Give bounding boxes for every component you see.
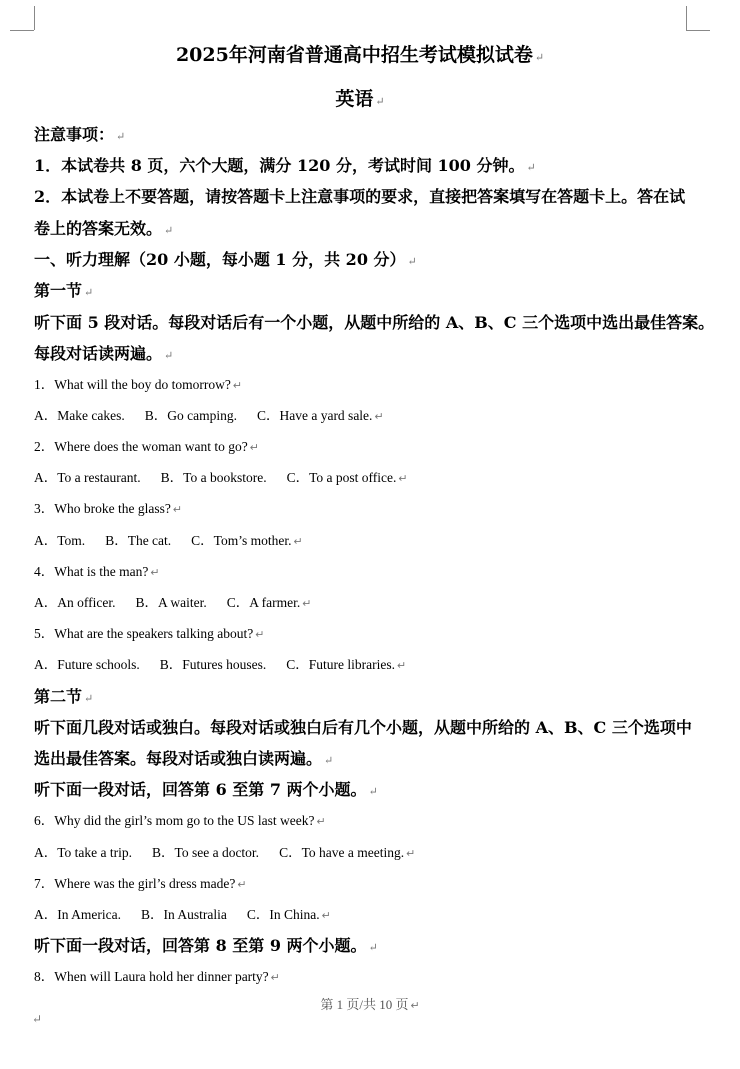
question-stem: 2．Where does the woman want to go? ↵ [34, 439, 259, 454]
question-stem: 3．Who broke the glass? ↵ [34, 501, 183, 516]
group-instruction: 听下面一段对话，回答第 6 至第 7 两个小题。 ↵ [34, 780, 378, 799]
question-options: A．To a restaurant. B．To a bookstore. C．To a post office. ↵ [34, 470, 408, 485]
exam-title: 2025年河南省普通高中招生考试模拟试卷 ↵ [175, 44, 545, 66]
question-options: A．An officer. B．A waiter. C．A farmer. ↵ [34, 595, 312, 610]
question-stem: 4．What is the man? ↵ [34, 564, 160, 579]
crop-mark [10, 30, 34, 31]
page-number: 第 1 页/共 10 页 ↵ [320, 997, 420, 1012]
question-options: A．Tom. B．The cat. C．Tom’s mother. ↵ [34, 533, 303, 548]
notice-item-1: 1．本试卷共 8 页，六个大题，满分 120 分，考试时间 100 分钟。 ↵ [34, 156, 536, 175]
section1-instructions: 听下面 5 段对话。每段对话后有一个小题，从题中所给的 A、B、C 三个选项中选出最佳答案。 [34, 313, 715, 332]
question-stem: 5．What are the speakers talking about? ↵ [34, 626, 265, 641]
question-stem: 1．What will the boy do tomorrow? ↵ [34, 377, 243, 392]
group-instruction: 听下面一段对话，回答第 8 至第 9 两个小题。 ↵ [34, 936, 378, 955]
section1-heading: 第一节 ↵ [34, 281, 94, 300]
paragraph-mark: ↵ [32, 1012, 43, 1026]
question-stem: 7．Where was the girl’s dress made? ↵ [34, 876, 247, 891]
exam-subject: 英语 ↵ [335, 88, 385, 110]
question-stem: 8．When will Laura hold her dinner party? ↵ [34, 969, 280, 984]
notice-item-2-cont: 卷上的答案无效。 ↵ [34, 219, 174, 238]
crop-mark [686, 30, 710, 31]
question-stem: 6．Why did the girl’s mom go to the US last week? ↵ [34, 813, 326, 828]
question-options: A．Make cakes. B．Go camping. C．Have a yard sale. ↵ [34, 408, 384, 423]
section2-instructions-cont: 选出最佳答案。每段对话或独白读两遍。 ↵ [34, 749, 334, 768]
crop-mark [34, 6, 35, 30]
section1-instructions-cont: 每段对话读两遍。 ↵ [34, 344, 174, 363]
notice-item-2: 2．本试卷上不要答题，请按答题卡上注意事项的要求，直接把答案填写在答题卡上。答在试 [34, 187, 686, 206]
crop-mark [686, 6, 687, 30]
question-options: A．Future schools. B．Futures houses. C．Future libraries. ↵ [34, 657, 407, 672]
section2-heading: 第二节 ↵ [34, 687, 94, 706]
question-options: A．In America. B．In Australia C．In China. ↵ [34, 907, 331, 922]
question-options: A．To take a trip. B．To see a doctor. C．To have a meeting. ↵ [34, 845, 416, 860]
section2-instructions: 听下面几段对话或独白。每段对话或独白后有几个小题，从题中所给的 A、B、C 三个选项中 [34, 718, 692, 737]
notice-heading: 注意事项： ↵ [34, 125, 126, 144]
part1-heading: 一、听力理解（20 小题，每小题 1 分，共 20 分） ↵ [34, 250, 417, 269]
